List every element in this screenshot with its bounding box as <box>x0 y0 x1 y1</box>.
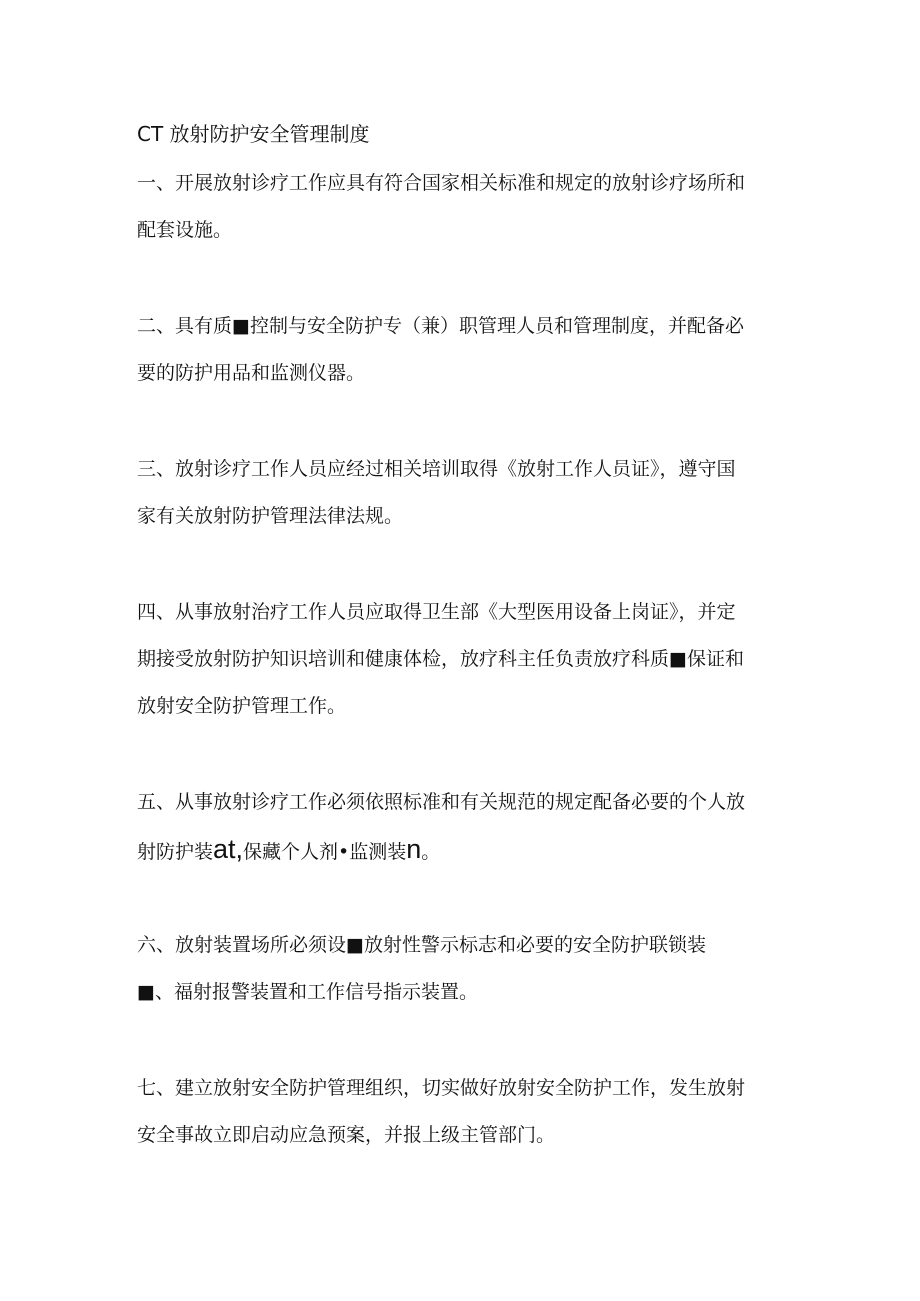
paragraph-6-line-1: 六、放射装置场所必须设■放射性警示标志和必要的安全防护联锁装 <box>137 934 706 956</box>
document-title: CT 放射防护安全管理制度 <box>137 122 370 146</box>
paragraph-5-line-2-part-b: at, <box>213 834 244 864</box>
paragraph-5-line-2-part-c: 保藏个人剂•监测装 <box>243 841 407 863</box>
paragraph-2-line-2: 要的防护用品和监测仪器。 <box>137 362 366 384</box>
paragraph-5-line-2-part-d: n <box>406 834 422 864</box>
paragraph-2-line-1: 二、具有质■控制与安全防护专（兼）职管理人员和管理制度，并配备必 <box>137 315 744 337</box>
paragraph-1 <box>137 160 797 254</box>
paragraph-4 <box>137 589 797 730</box>
paragraph-1-line-2: 配套设施。 <box>137 219 233 241</box>
paragraph-3-line-1: 三、放射诊疗工作人员应经过相关培训取得《放射工作人员证》，遵守国 <box>137 458 736 480</box>
paragraph-3 <box>137 446 797 540</box>
paragraph-5-line-2 <box>137 826 797 873</box>
paragraph-3-line-2: 家有关放射防护管理法律法规。 <box>137 505 404 527</box>
paragraph-6-line-2: ■、福射报警装置和工作信号指示装置。 <box>137 981 478 1003</box>
paragraph-5-line-1: 五、从事放射诊疗工作必须依照标准和有关规范的规定配备必要的个人放 <box>137 791 746 813</box>
paragraph-7-line-2: 安全事故立即启动应急预案，并报上级主管部门。 <box>137 1124 556 1146</box>
paragraph-4-line-1: 四、从事放射治疗工作人员应取得卫生部《大型医用设备上岗证》，并定 <box>137 601 736 623</box>
paragraph-6 <box>137 922 797 1016</box>
paragraph-5-line-2-part-a: 射防护装 <box>137 841 214 863</box>
paragraph-4-line-2: 期接受放射防护知识培训和健康体检，放疗科主任负责放疗科质■保证和 <box>137 648 744 670</box>
paragraph-4-line-3: 放射安全防护管理工作。 <box>137 695 347 717</box>
paragraph-5-line-2-part-e: 。 <box>421 841 441 863</box>
paragraph-5 <box>137 779 797 873</box>
paragraph-7-line-1: 七、建立放射安全防护管理组织，切实做好放射安全防护工作，发生放射 <box>137 1077 746 1099</box>
paragraph-1-line-1: 一、开展放射诊疗工作应具有符合国家相关标准和规定的放射诊疗场所和 <box>137 172 746 194</box>
paragraph-7 <box>137 1065 797 1159</box>
paragraph-2 <box>137 303 797 397</box>
